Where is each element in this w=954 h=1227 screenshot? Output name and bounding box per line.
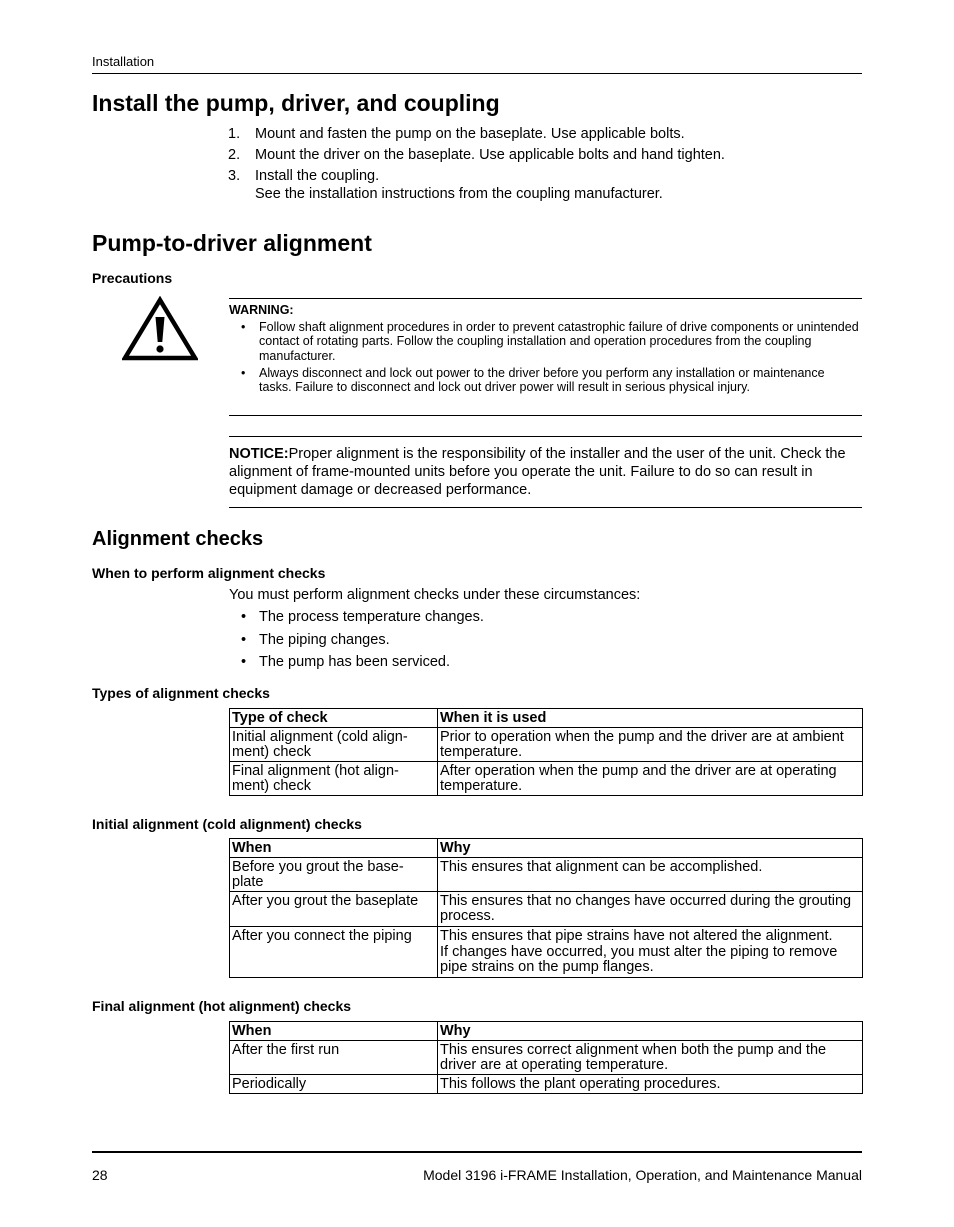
step-text: Install the coupling. [255,168,380,184]
cell-paragraph: If changes have occurred, you must alter the piping to remove pipe strains on the pump flanges. [440,944,838,975]
footer-rule [92,1151,862,1153]
table-cell: After the first run [230,1041,438,1075]
table-cell: This follows the plant operating procedures. [438,1075,863,1094]
step-number: 3. [228,168,241,184]
table-cell: Final alignment (hot align- ment) check [230,762,438,796]
table-row [230,728,863,762]
final-table [229,1021,863,1094]
running-header: Installation [92,54,155,69]
table-cell: After operation when the pump and the driver are at operating temperature. [438,762,863,796]
warning-box [229,298,862,416]
table-cell [438,892,863,927]
circumstance-item: • The pump has been serviced. [229,653,829,671]
column-header: Type of check [230,709,438,728]
manual-title: Model 3196 i-FRAME Installation, Operation, and Maintenance Manual [423,1167,862,1183]
table-row [230,762,863,796]
cell-paragraph: This ensures that alignment can be accomplished. [440,859,763,875]
install-steps [228,125,868,206]
table-cell: This ensures correct alignment when both the pump and the driver are at operating temperature. [438,1041,863,1075]
table-header-row [230,709,863,728]
table-cell [438,858,863,892]
column-header: When [230,1022,438,1041]
final-heading: Final alignment (hot alignment) checks [92,998,352,1014]
step-text: Mount the driver on the baseplate. Use applicable bolts and hand tighten. [255,147,725,163]
initial-table [229,838,863,978]
table-row [230,1075,863,1094]
table-cell: After you grout the baseplate [230,892,438,927]
table-cell [438,927,863,978]
table-header-row [230,839,863,858]
table-cell: After you connect the piping [230,927,438,978]
warning-title: WARNING: [229,303,294,317]
alignment-heading: Pump-to-driver alignment [92,230,372,256]
when-intro: You must perform alignment checks under these circumstances: [229,587,641,603]
notice-label: NOTICE: [229,446,289,462]
step-item [228,125,868,143]
step-text: Mount and fasten the pump on the baseplate. Use applicable bolts. [255,126,685,142]
table-row [230,1041,863,1075]
cell-paragraph: This ensures that pipe strains have not altered the alignment. [440,928,833,944]
warning-item: • Follow shaft alignment procedures in order to prevent catastrophic failure of drive components or unintended contact of rotating parts. Follow the coupling installation and operation procedures from the coupling manufacturer. [229,320,859,363]
warning-item: • Always disconnect and lock out power to the driver before you perform any installation or maintenance tasks. Failure to disconnect and lock out driver power will result in serious physical injury. [229,366,859,395]
step-number: 2. [228,147,241,163]
types-heading: Types of alignment checks [92,685,270,701]
table-row [230,927,863,978]
install-heading: Install the pump, driver, and coupling [92,90,500,116]
table-cell: Before you grout the base- plate [230,858,438,892]
table-cell: Initial alignment (cold align- ment) check [230,728,438,762]
cell-paragraph: This ensures that no changes have occurred during the grouting process. [440,893,852,924]
column-header: When [230,839,438,858]
table-cell: Prior to operation when the pump and the driver are at ambient temperature. [438,728,863,762]
page-number: 28 [92,1167,108,1183]
table-cell: Periodically [230,1075,438,1094]
circumstance-item: • The process temperature changes. [229,608,829,626]
step-item [228,146,868,164]
circumstance-item: • The piping changes. [229,631,829,649]
header-rule [92,73,862,74]
types-table [229,708,863,796]
table-row [230,858,863,892]
notice-text: Proper alignment is the responsibility of the installer and the user of the unit. Check the alignment of frame-mounted units before you operate the unit. Failure to do so can result in equipment damage or decreased performance. [229,446,846,498]
circumstance-list [229,608,829,676]
alignment-checks-heading: Alignment checks [92,528,264,550]
step-number: 1. [228,126,241,142]
initial-heading: Initial alignment (cold alignment) checks [92,816,362,832]
column-header: Why [438,1022,863,1041]
warning-list [229,320,859,397]
table-header-row [230,1022,863,1041]
notice-box [229,436,862,508]
step-subtext: See the installation instructions from the coupling manufacturer. [255,186,663,202]
warning-triangle-icon [122,296,198,362]
when-heading: When to perform alignment checks [92,565,326,581]
step-item [228,167,868,203]
precautions-heading: Precautions [92,270,173,286]
table-row [230,892,863,927]
column-header: Why [438,839,863,858]
column-header: When it is used [438,709,863,728]
